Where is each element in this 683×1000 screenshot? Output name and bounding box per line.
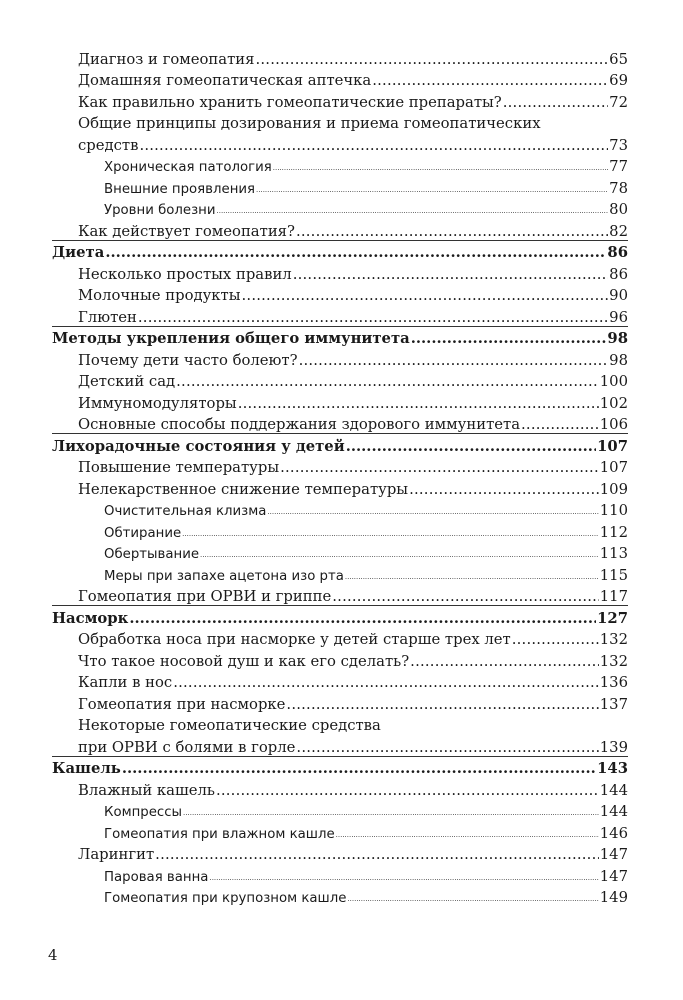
toc-entry <box>52 218 628 240</box>
toc-entry <box>52 799 628 821</box>
toc-entry <box>52 390 628 412</box>
toc-section-heading <box>52 756 628 778</box>
toc-entry-page: 69 <box>609 72 628 89</box>
toc-entry-title: Компрессы <box>104 805 183 820</box>
section-title: Кашель <box>52 760 121 777</box>
toc-entry-page: 137 <box>599 695 628 713</box>
section-page: 86 <box>607 244 628 261</box>
toc-entry <box>52 455 628 477</box>
toc-entry <box>52 154 628 176</box>
leader-dots <box>176 373 599 390</box>
toc-entry <box>52 412 628 434</box>
leader-dots <box>217 205 609 218</box>
section-title: Диета <box>52 244 105 261</box>
leader-dots <box>182 528 599 541</box>
leader-dots <box>293 266 608 283</box>
leader-dots <box>296 739 598 756</box>
leader-dots <box>255 51 608 68</box>
toc-entry-title: Основные способы поддержания здорового иммунитета <box>78 416 521 433</box>
toc-entry-page: 109 <box>599 480 628 498</box>
section-title: Лихорадочные состояния у детей <box>52 437 345 455</box>
leader-dots <box>238 395 599 412</box>
leader-dots <box>122 760 596 777</box>
toc-entry-title: Обертывание <box>104 547 200 562</box>
toc-entry-title: Внешние проявления <box>104 181 256 197</box>
toc-entry <box>52 627 628 649</box>
leader-dots <box>521 416 599 433</box>
leader-dots <box>346 438 596 455</box>
toc-entry <box>52 713 628 756</box>
leader-dots <box>410 653 599 670</box>
toc-entry <box>52 369 628 391</box>
toc-entry-page: 115 <box>599 566 628 584</box>
toc-entry <box>52 842 628 864</box>
toc-entry-title: Влажный кашель <box>78 781 215 799</box>
toc-entry-page: 117 <box>599 588 628 605</box>
toc-entry <box>52 46 628 68</box>
leader-dots <box>372 72 608 89</box>
toc-entry-page: 144 <box>599 803 628 820</box>
toc-entry-title: Диагноз и гомеопатия <box>78 50 255 68</box>
toc-entry <box>52 562 628 584</box>
toc-entry <box>52 498 628 520</box>
toc-entry-page: 149 <box>599 889 628 906</box>
toc-entry-page: 132 <box>599 631 628 648</box>
toc-entry-page: 96 <box>609 308 628 326</box>
toc-entry-title: Капли в нос <box>78 674 173 691</box>
leader-dots <box>332 588 598 605</box>
table-of-contents <box>52 46 628 906</box>
toc-entry <box>52 541 628 563</box>
toc-entry-title: Повышение температуры <box>78 459 280 476</box>
toc-entry-page: 73 <box>609 136 628 154</box>
toc-entry-title: Гомеопатия при влажном кашле <box>104 826 335 842</box>
toc-entry-page: 139 <box>599 738 628 756</box>
page-number: 4 <box>48 947 58 964</box>
leader-dots <box>242 287 609 304</box>
toc-entry <box>52 885 628 907</box>
toc-entry-page: 72 <box>609 93 628 111</box>
toc-entry <box>52 648 628 670</box>
leader-dots <box>173 674 599 691</box>
leader-dots <box>155 846 599 863</box>
toc-entry <box>52 347 628 369</box>
section-page: 107 <box>597 437 628 455</box>
leader-dots <box>139 137 608 154</box>
toc-entry-title: Ларингит <box>78 846 155 863</box>
leader-dots <box>105 244 606 261</box>
toc-entry-page: 112 <box>599 523 628 541</box>
toc-entry-page: 82 <box>609 222 628 240</box>
toc-entry-page: 110 <box>599 502 628 519</box>
leader-dots <box>345 571 599 584</box>
toc-entry-title: Гомеопатия при ОРВИ и гриппе <box>78 588 332 605</box>
toc-entry <box>52 68 628 90</box>
toc-entry-title: Детский сад <box>78 373 176 390</box>
section-page: 127 <box>597 609 628 627</box>
leader-dots <box>129 610 596 627</box>
toc-entry-title: Некоторые гомеопатические средства <box>78 717 381 734</box>
toc-entry <box>52 820 628 842</box>
toc-entry-title-continued: средств <box>78 136 139 154</box>
toc-entry <box>52 261 628 283</box>
leader-dots <box>267 506 598 519</box>
toc-section-heading <box>52 605 628 627</box>
toc-entry-page: 86 <box>609 265 628 283</box>
toc-entry-page: 78 <box>609 179 628 197</box>
toc-entry-page: 102 <box>599 394 628 412</box>
toc-entry <box>52 197 628 219</box>
toc-entry-title: Общие принципы дозирования и приема гомеопатических <box>78 115 541 132</box>
toc-entry-page: 144 <box>599 781 628 799</box>
toc-entry-page: 106 <box>599 416 628 433</box>
toc-entry <box>52 863 628 885</box>
leader-dots <box>273 162 608 175</box>
toc-section-heading <box>52 326 628 348</box>
toc-entry <box>52 519 628 541</box>
toc-entry-page: 146 <box>599 824 628 842</box>
toc-entry-page: 136 <box>599 674 628 691</box>
toc-entry-page: 147 <box>599 867 628 885</box>
toc-entry-title: Нелекарственное снижение температуры <box>78 480 409 498</box>
toc-entry-title: Как действует гомеопатия? <box>78 222 295 240</box>
toc-entry-page: 100 <box>599 373 628 390</box>
section-title: Насморк <box>52 609 129 627</box>
toc-entry-title: Несколько простых правил <box>78 265 292 283</box>
leader-dots <box>411 330 607 347</box>
leader-dots <box>256 184 608 197</box>
toc-entry-title: Как правильно хранить гомеопатические препараты? <box>78 93 502 111</box>
leader-dots <box>336 829 599 842</box>
toc-entry-page: 90 <box>609 287 628 304</box>
toc-entry-title: Гомеопатия при крупозном кашле <box>104 891 347 906</box>
section-page: 143 <box>597 760 628 777</box>
toc-entry <box>52 89 628 111</box>
toc-entry-title: Обработка носа при насморке у детей старше трех лет <box>78 631 511 648</box>
toc-entry-page: 113 <box>599 545 628 562</box>
leader-dots <box>216 782 599 799</box>
toc-entry <box>52 670 628 692</box>
toc-entry-page: 132 <box>599 652 628 670</box>
toc-entry-title: Что такое носовой душ и как его сделать? <box>78 652 410 670</box>
toc-section-heading <box>52 240 628 262</box>
toc-entry-title: Домашняя гомеопатическая аптечка <box>78 72 372 89</box>
leader-dots <box>280 459 599 476</box>
toc-entry <box>52 111 628 154</box>
leader-dots <box>286 696 598 713</box>
toc-entry-page: 107 <box>599 459 628 476</box>
leader-dots <box>209 872 598 885</box>
toc-entry-page: 77 <box>609 158 628 175</box>
leader-dots <box>409 481 599 498</box>
toc-entry <box>52 691 628 713</box>
toc-entry-page: 80 <box>609 201 628 218</box>
toc-entry <box>52 584 628 606</box>
toc-entry-title: Уровни болезни <box>104 203 216 218</box>
leader-dots <box>299 352 609 369</box>
toc-entry-title: Молочные продукты <box>78 287 241 304</box>
toc-entry <box>52 283 628 305</box>
leader-dots <box>183 807 599 820</box>
toc-entry-page: 147 <box>599 846 628 863</box>
toc-entry-title-continued: при ОРВИ с болями в горле <box>78 738 296 756</box>
toc-entry-title: Очистительная клизма <box>104 504 267 519</box>
toc-entry-title: Хроническая патология <box>104 160 272 175</box>
leader-dots <box>296 223 608 240</box>
leader-dots <box>138 309 608 326</box>
toc-entry <box>52 777 628 799</box>
toc-section-heading <box>52 433 628 455</box>
leader-dots <box>200 549 599 562</box>
toc-entry-page: 98 <box>609 351 628 369</box>
toc-entry <box>52 175 628 197</box>
toc-entry-title: Иммуномодуляторы <box>78 394 237 412</box>
toc-entry <box>52 304 628 326</box>
toc-entry-page: 65 <box>609 50 628 68</box>
leader-dots <box>503 94 608 111</box>
leader-dots <box>347 893 598 906</box>
toc-entry-title: Меры при запахе ацетона изо рта <box>104 568 344 584</box>
toc-entry-title: Обтирание <box>104 525 182 541</box>
toc-entry-title: Глютен <box>78 308 137 326</box>
toc-entry-title: Почему дети часто болеют? <box>78 351 298 369</box>
section-page: 98 <box>607 330 628 347</box>
leader-dots <box>512 631 599 648</box>
toc-entry-title: Гомеопатия при насморке <box>78 695 286 713</box>
toc-entry-title: Паровая ванна <box>104 869 209 885</box>
toc-entry <box>52 476 628 498</box>
section-title: Методы укрепления общего иммунитета <box>52 330 410 347</box>
